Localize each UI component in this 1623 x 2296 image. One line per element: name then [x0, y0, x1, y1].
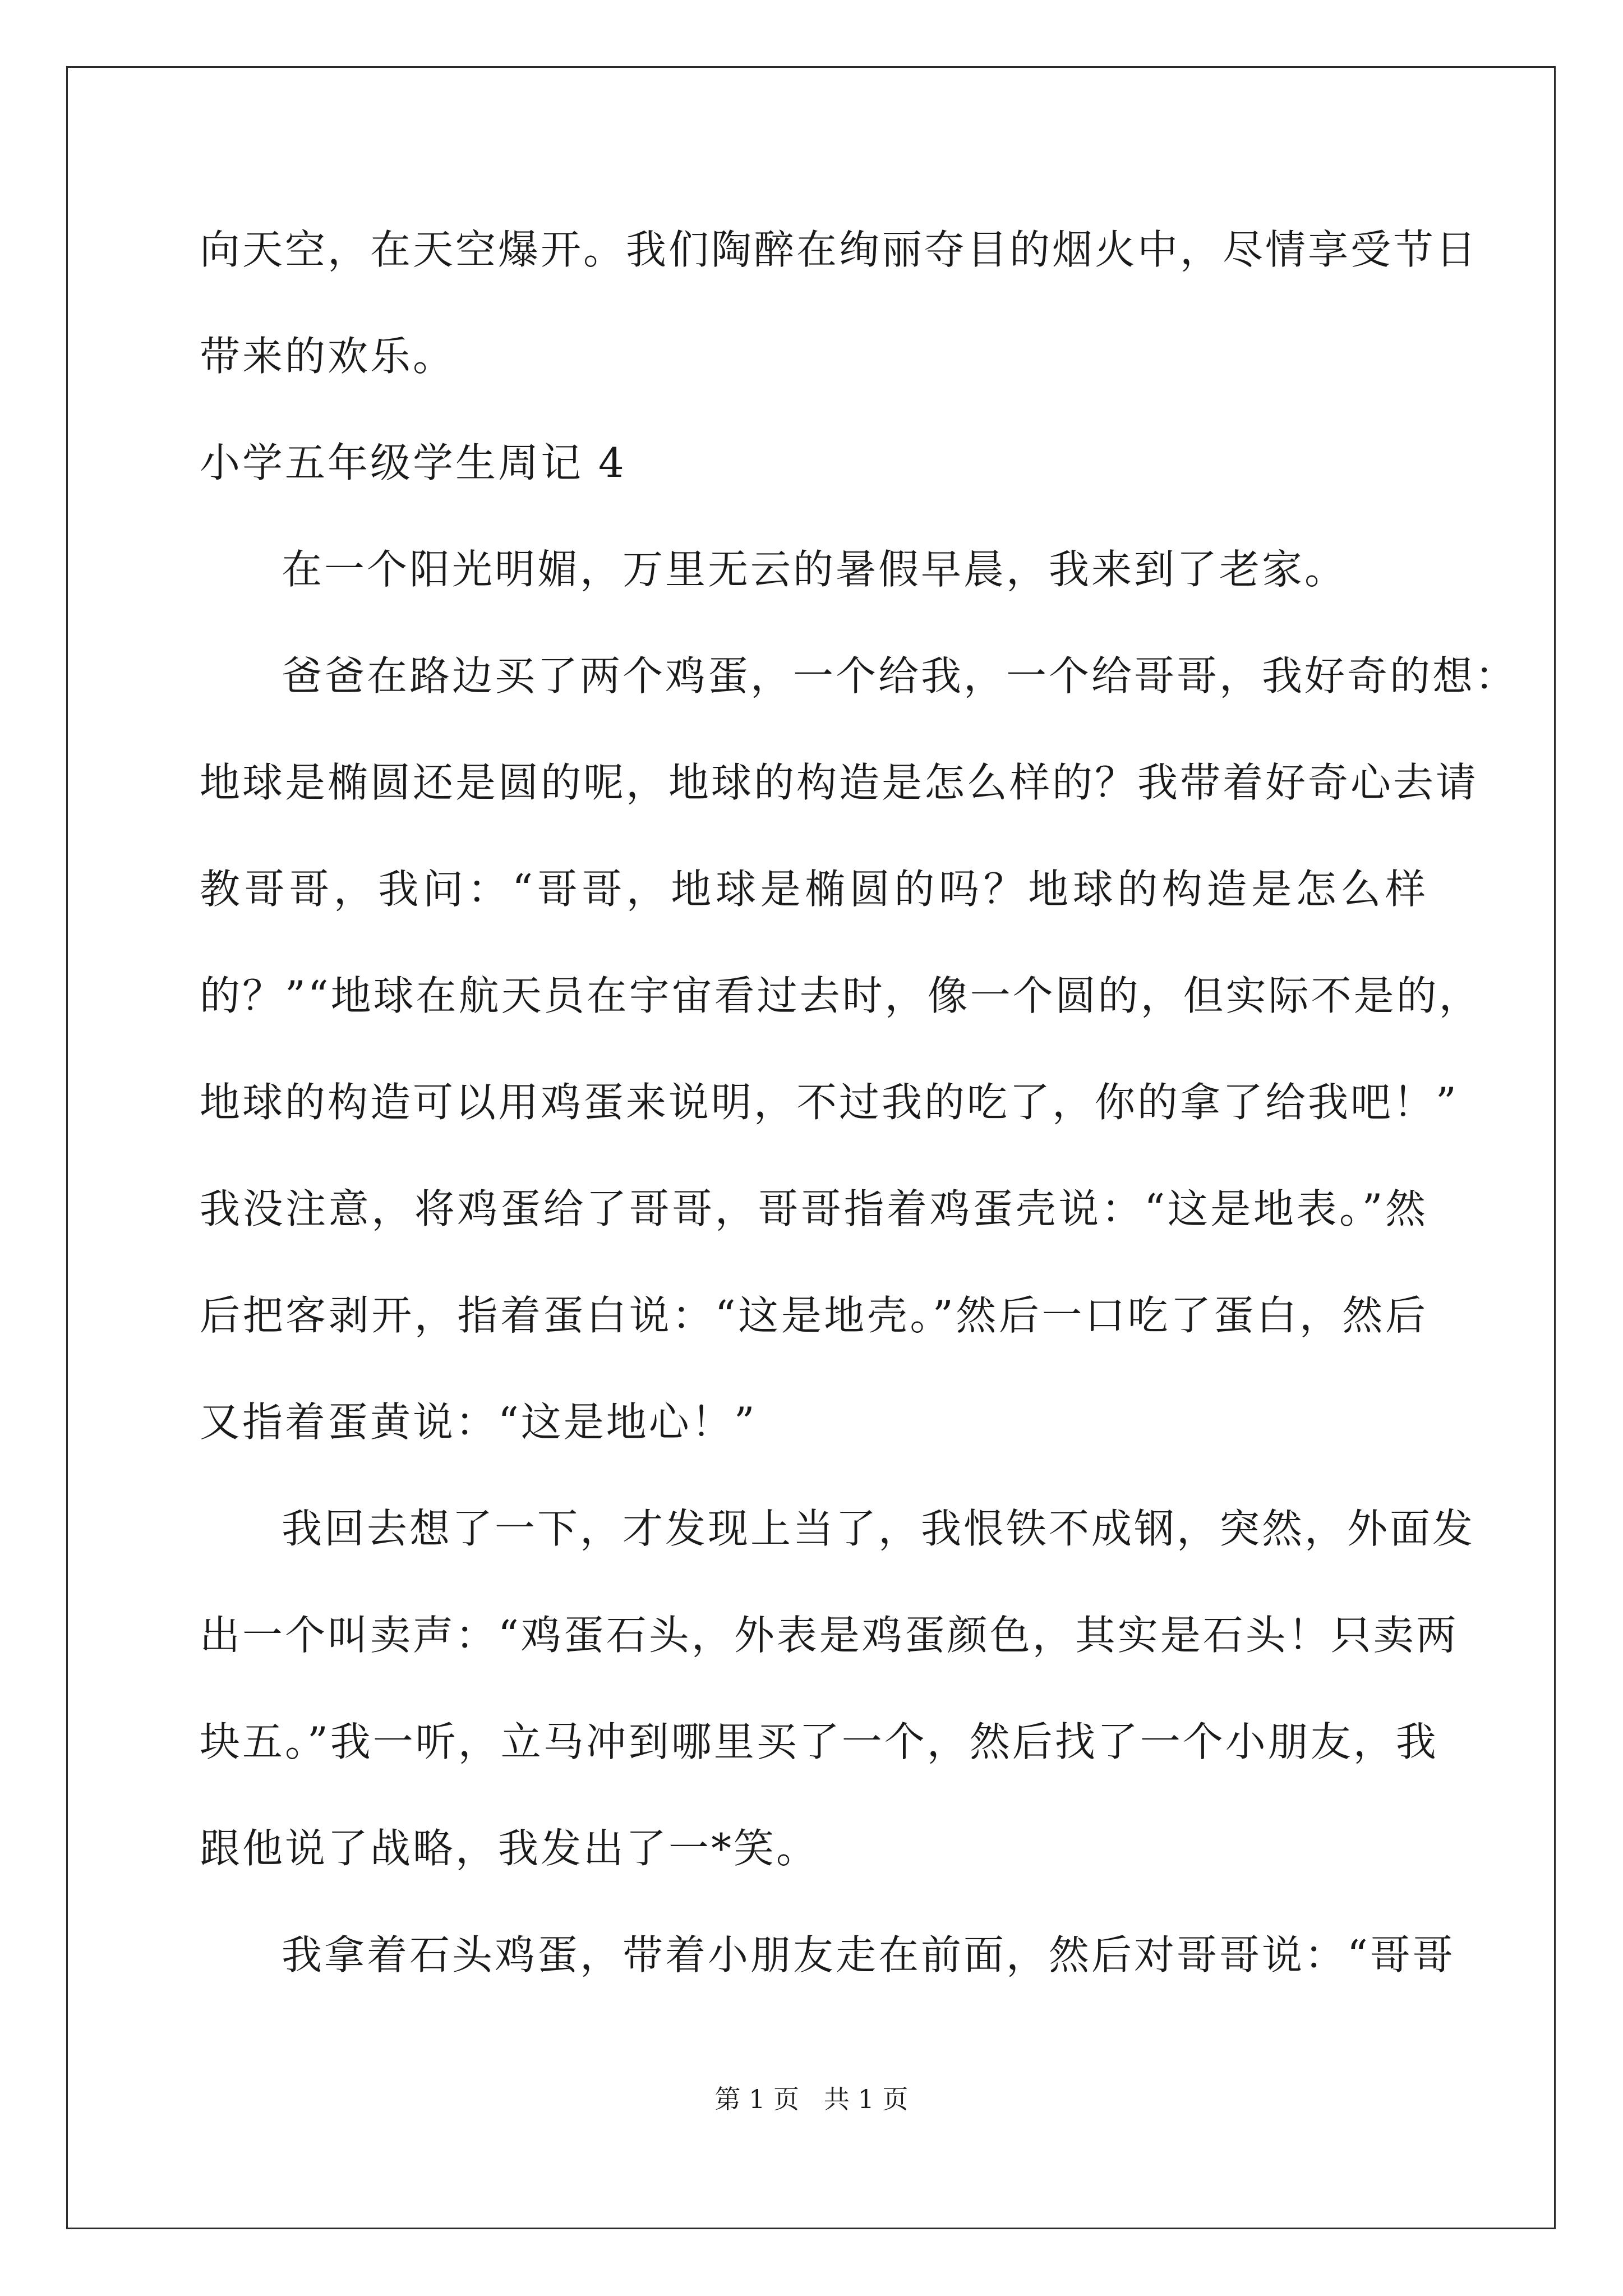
paragraph-line: 在一个阳光明媚，万里无云的暑假早晨，我来到了老家。 — [282, 546, 1348, 593]
paragraph-line: 我拿着石头鸡蛋，带着小朋友走在前面，然后对哥哥说：“哥哥 — [282, 1931, 1455, 1978]
paragraph-line: 块五。”我一听，立马冲到哪里买了一个，然后找了一个小朋友，我 — [200, 1718, 1438, 1765]
paragraph-line: 向天空，在天空爆开。我们陶醉在绚丽夺目的烟火中，尽情享受节日 — [200, 226, 1479, 273]
paragraph-line: 我没注意，将鸡蛋给了哥哥，哥哥指着鸡蛋壳说：“这是地表。”然 — [200, 1185, 1428, 1232]
paragraph-line: 又指着蛋黄说：“这是地心！” — [200, 1398, 757, 1446]
paragraph-line: 出一个叫卖声：“鸡蛋石头，外表是鸡蛋颜色，其实是石头！只卖两 — [200, 1612, 1459, 1659]
section-heading: 小学五年级学生周记 4 — [200, 439, 626, 486]
document-body — [200, 213, 1518, 2025]
paragraph-line: 我回去想了一下，才发现上当了，我恨铁不成钢，突然，外面发 — [282, 1505, 1476, 1552]
page-footer: 第 1 页 共 1 页 — [714, 2084, 909, 2114]
paragraph-line: 的？”“地球在航天员在宇宙看过去时，像一个圆的，但实际不是的， — [200, 972, 1482, 1019]
paragraph-line: 带来的欢乐。 — [200, 333, 456, 380]
paragraph-line: 跟他说了战略，我发出了一*笑。 — [200, 1825, 819, 1872]
paragraph-line: 后把客剥开，指着蛋白说：“这是地壳。”然后一口吃了蛋白，然后 — [200, 1292, 1428, 1339]
paragraph-line: 地球的构造可以用鸡蛋来说明，不过我的吃了，你的拿了给我吧！” — [200, 1079, 1459, 1126]
paragraph-line: 地球是椭圆还是圆的呢，地球的构造是怎么样的？我带着好奇心去请 — [200, 759, 1479, 806]
paragraph-line: 爸爸在路边买了两个鸡蛋，一个给我，一个给哥哥，我好奇的想： — [282, 652, 1518, 700]
paragraph-line: 教哥哥，我问：“哥哥，地球是椭圆的吗？地球的构造是怎么样 — [200, 866, 1428, 913]
